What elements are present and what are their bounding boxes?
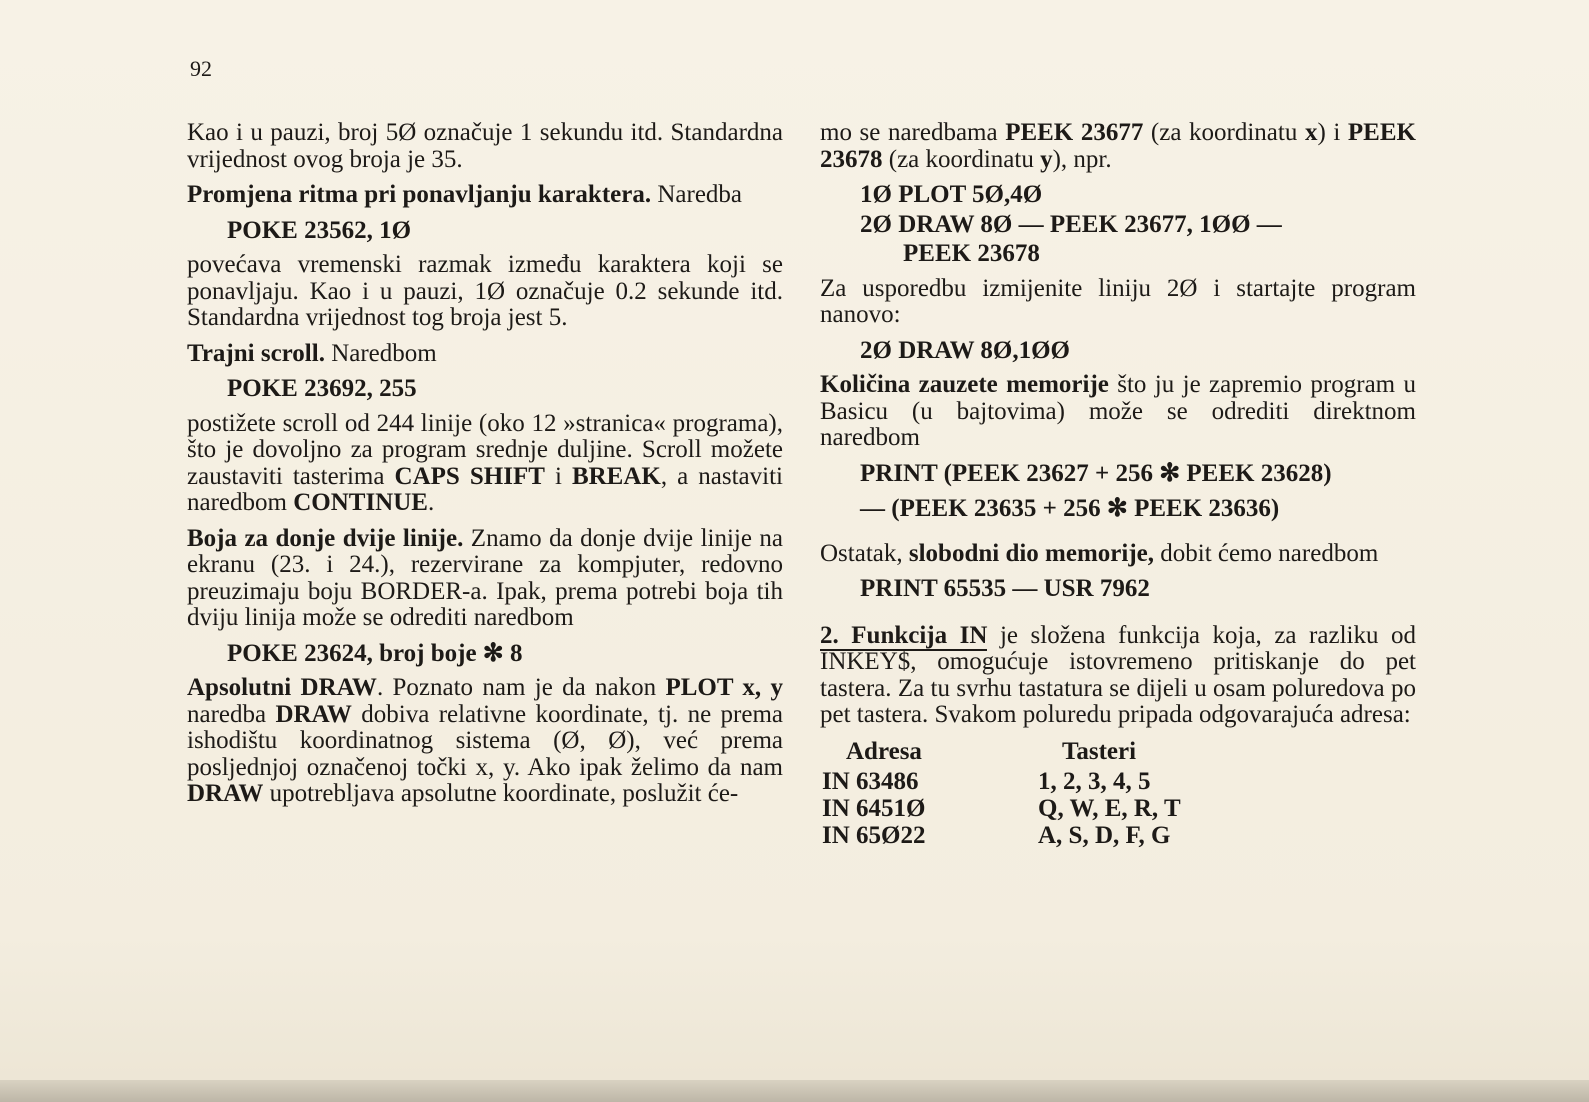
section-heading-bottom-lines-color: Boja za donje dvije linije. [187, 524, 464, 552]
table-row [820, 822, 1181, 849]
table-cell-keys: Q, W, E, R, T [1038, 794, 1181, 822]
text-span: . [427, 489, 435, 516]
text-span: Znamo da donje dvije linije na ekranu (23. i 24.), rezervirane za kompjuter, redovno preuzimaju boju BORDER-a. Ipak, prema potrebi boja tih dviju linija može se odrediti naredbom [187, 524, 783, 631]
text-span: je složena funkcija koja, za razliku od INKEY$, omogućuje istovremeno pritiskanje do pet tastera. Za tu svrhu tastatura se dijeli u osam poluredova po pet tastera. Svakom poluredu pripada odgovarajuća adresa: [820, 621, 1416, 728]
code-line: POKE 23692, 255 [227, 375, 417, 402]
code-line: PRINT 65535 — USR 7962 [860, 575, 1150, 602]
text-span: , a nastaviti naredbom [187, 462, 783, 516]
text-span: dobit ćemo naredbom [1154, 539, 1379, 567]
paragraph-compare: Za usporedbu izmijenite liniju 2Ø i startajte program nanovo: [820, 274, 1416, 328]
right-column [820, 120, 1416, 849]
section-heading-memory-used: Količina zauzete memorije [820, 371, 1109, 398]
text-span: i [544, 462, 572, 490]
paragraph-absolute-draw [187, 675, 783, 808]
paragraph-repeat-rhythm [187, 182, 783, 209]
table-row [820, 795, 1181, 822]
section-heading-free-memory: slobodni dio memorije, [908, 539, 1155, 567]
code-print-free-memory [860, 576, 1416, 603]
table-cell-keys: 1, 2, 3, 4, 5 [1038, 767, 1151, 795]
text-span: y [1040, 145, 1053, 173]
paragraph-scroll-description [187, 411, 783, 517]
table-cell-address: IN 6451Ø [822, 794, 926, 822]
paragraph-memory-used [820, 372, 1416, 452]
text-span: naredba [187, 700, 276, 728]
paragraph-function-in [820, 623, 1416, 729]
command-peek-23677: PEEK 23677 [1005, 119, 1144, 146]
code-poke-23692 [227, 376, 783, 403]
code-line: — (PEEK 23635 + 256 ✻ PEEK 23636) [860, 495, 1280, 522]
text-span: što ju je zapremio program u Basicu (u bajtovima) može se odrediti direktnom naredbom [820, 371, 1416, 451]
key-caps-shift: CAPS SHIFT [394, 462, 545, 490]
text-span: ) i [1317, 119, 1348, 146]
text-span: x [1304, 119, 1318, 146]
code-plot-draw-example [860, 182, 1416, 268]
code-line: PRINT (PEEK 23627 + 256 ✻ PEEK 23628) [860, 459, 1332, 487]
code-print-memory-used [860, 461, 1416, 523]
command-continue: CONTINUE [293, 489, 428, 516]
text-span: (za koordinatu [882, 145, 1041, 173]
code-line: PEEK 23678 [903, 240, 1040, 267]
section-heading-absolute-draw: Apsolutni DRAW [187, 674, 377, 701]
code-poke-23624 [227, 641, 783, 668]
text-span: dobiva relativne koordinate, tj. ne prema ishodištu koordinatnog sistema (Ø, Ø), već prema posljednjoj označenoj točki x, y. Ako ipak želimo da nam [187, 700, 783, 781]
key-break: BREAK [571, 462, 661, 490]
section-heading-function-in: 2. Funkcija IN [820, 621, 988, 649]
paragraph-free-memory [820, 541, 1416, 568]
keyboard-address-table [820, 738, 1181, 849]
code-line: 1Ø PLOT 5Ø,4Ø [860, 181, 1043, 208]
table-cell-address: IN 63486 [822, 767, 919, 795]
page-number: 92 [190, 56, 212, 81]
table-cell-keys: A, S, D, F, G [1038, 821, 1171, 849]
table-header-keys: Tasteri [1062, 737, 1137, 765]
code-line: POKE 23624, broj boje ✻ 8 [227, 639, 523, 667]
paragraph-peek-coordinates [820, 120, 1416, 173]
section-heading-permanent-scroll: Trajni scroll. [187, 339, 325, 367]
paragraph-repeat-description: povećava vremenski razmak između karaktera koji se ponavljaju. Kao i u pauzi, 1Ø označuje 0.2 sekunde itd. Standardna vrijednost tog broja jest 5. [187, 251, 783, 331]
table-row [820, 768, 1181, 795]
left-column [187, 120, 783, 817]
text-span: Naredbom [324, 339, 437, 367]
table-header-row [820, 738, 1181, 768]
text-span: . Poznato nam je da nakon [376, 674, 666, 701]
section-heading-repeat-rhythm: Promjena ritma pri ponavljanju karaktera. [187, 181, 652, 208]
paragraph-bottom-lines-color [187, 526, 783, 632]
table-header-address: Adresa [846, 737, 922, 765]
command-draw: DRAW [275, 700, 352, 728]
text-span: (za koordinatu [1143, 119, 1305, 146]
text-span: Naredba [651, 181, 743, 208]
text-span: upotrebljava apsolutne koordinate, poslužit će- [263, 780, 739, 807]
code-poke-23562 [227, 218, 783, 245]
text-span: postižete scroll od 244 linije (oko 12 »stranica« programa), što je dovoljno za program srednje duljine. Scroll možete zaustaviti tasterima [187, 409, 783, 490]
text-span: mo se naredbama [820, 119, 1006, 146]
command-plot: PLOT x, y [665, 674, 783, 701]
command-draw: DRAW [187, 780, 264, 807]
code-line: POKE 23562, 1Ø [227, 216, 412, 244]
command-peek-23678: PEEK 23678 [820, 119, 1416, 173]
paragraph-permanent-scroll [187, 341, 783, 368]
text-span: ), npr. [1052, 145, 1112, 173]
code-line: 2Ø DRAW 8Ø — PEEK 23677, 1ØØ — [860, 210, 1282, 238]
text-span: Ostatak, [820, 539, 909, 567]
paragraph-pause-note: Kao i u pauzi, broj 5Ø označuje 1 sekundu itd. Standardna vrijednost ovog broja je 35. [187, 119, 783, 173]
code-draw-relative [860, 338, 1416, 365]
table-cell-address: IN 65Ø22 [822, 821, 926, 849]
code-line: 2Ø DRAW 8Ø,1ØØ [860, 336, 1070, 364]
page-bottom-edge [0, 1080, 1589, 1102]
